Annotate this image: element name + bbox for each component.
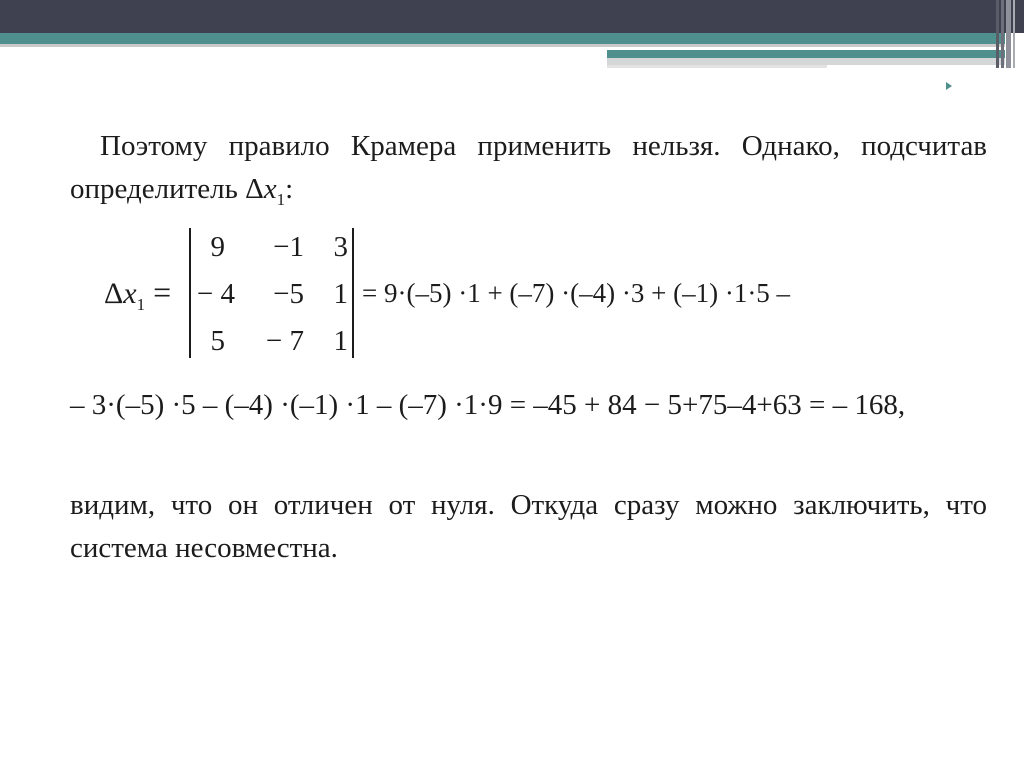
determinant-expansion: = 9·(–5) ·1 + (–7) ·(–4) ·3 + (–1) ·1·5 – bbox=[362, 278, 791, 308]
header-gray-accent bbox=[607, 58, 1005, 65]
matrix-cell: − 4 bbox=[196, 278, 235, 310]
variable-x: x bbox=[263, 173, 277, 205]
triangle-bullet-icon bbox=[946, 82, 952, 90]
matrix-cell: 5 bbox=[210, 325, 225, 357]
header-vertical-bar bbox=[996, 0, 999, 68]
equals-sign: = bbox=[153, 274, 172, 310]
paragraph-conclusion: видим, что он отличен от нуля. Откуда сразу можно заключить, что система несовместна. bbox=[70, 489, 987, 564]
matrix-cell: −1 bbox=[273, 231, 304, 263]
header-teal-band bbox=[0, 33, 1005, 44]
matrix-cell: − 7 bbox=[265, 325, 304, 357]
determinant-right-bar bbox=[352, 228, 354, 358]
subscript-1: 1 bbox=[276, 189, 286, 209]
header-dark-band bbox=[0, 0, 1024, 33]
intro-line-2-text: подсчитав определитель bbox=[70, 130, 988, 205]
delta-symbol: Δ bbox=[104, 277, 124, 310]
variable-x: x bbox=[123, 277, 137, 310]
matrix-cell: 1 bbox=[333, 325, 348, 357]
subscript-1: 1 bbox=[136, 295, 146, 314]
determinant-lhs bbox=[104, 272, 171, 325]
colon: : bbox=[285, 173, 294, 205]
header-vertical-bar bbox=[1013, 0, 1015, 68]
paragraph-intro bbox=[70, 125, 987, 221]
header-gray-accent-thin bbox=[607, 65, 827, 68]
matrix-cell: −5 bbox=[273, 278, 304, 310]
header-gray-line bbox=[0, 44, 1005, 47]
matrix-cell: 1 bbox=[333, 278, 348, 310]
calculation-line-2: 168, bbox=[854, 389, 906, 421]
paragraph-calculation bbox=[70, 384, 987, 427]
delta-symbol: Δ bbox=[245, 173, 264, 205]
header-teal-accent bbox=[607, 50, 1005, 58]
header-vertical-bar bbox=[1001, 0, 1004, 68]
intro-line-1: Поэтому правило Крамера применить нельзя. Однако, bbox=[100, 130, 840, 162]
calculation-line-1: – 3·(–5) ·5 – (–4) ·(–1) ·1 – (–7) ·1·9 = –45 + 84 − 5+75–4+63 = – bbox=[70, 389, 848, 421]
matrix-cell: 3 bbox=[333, 231, 348, 263]
header-vertical-bar bbox=[1006, 0, 1011, 68]
matrix-cell: 9 bbox=[210, 231, 225, 263]
